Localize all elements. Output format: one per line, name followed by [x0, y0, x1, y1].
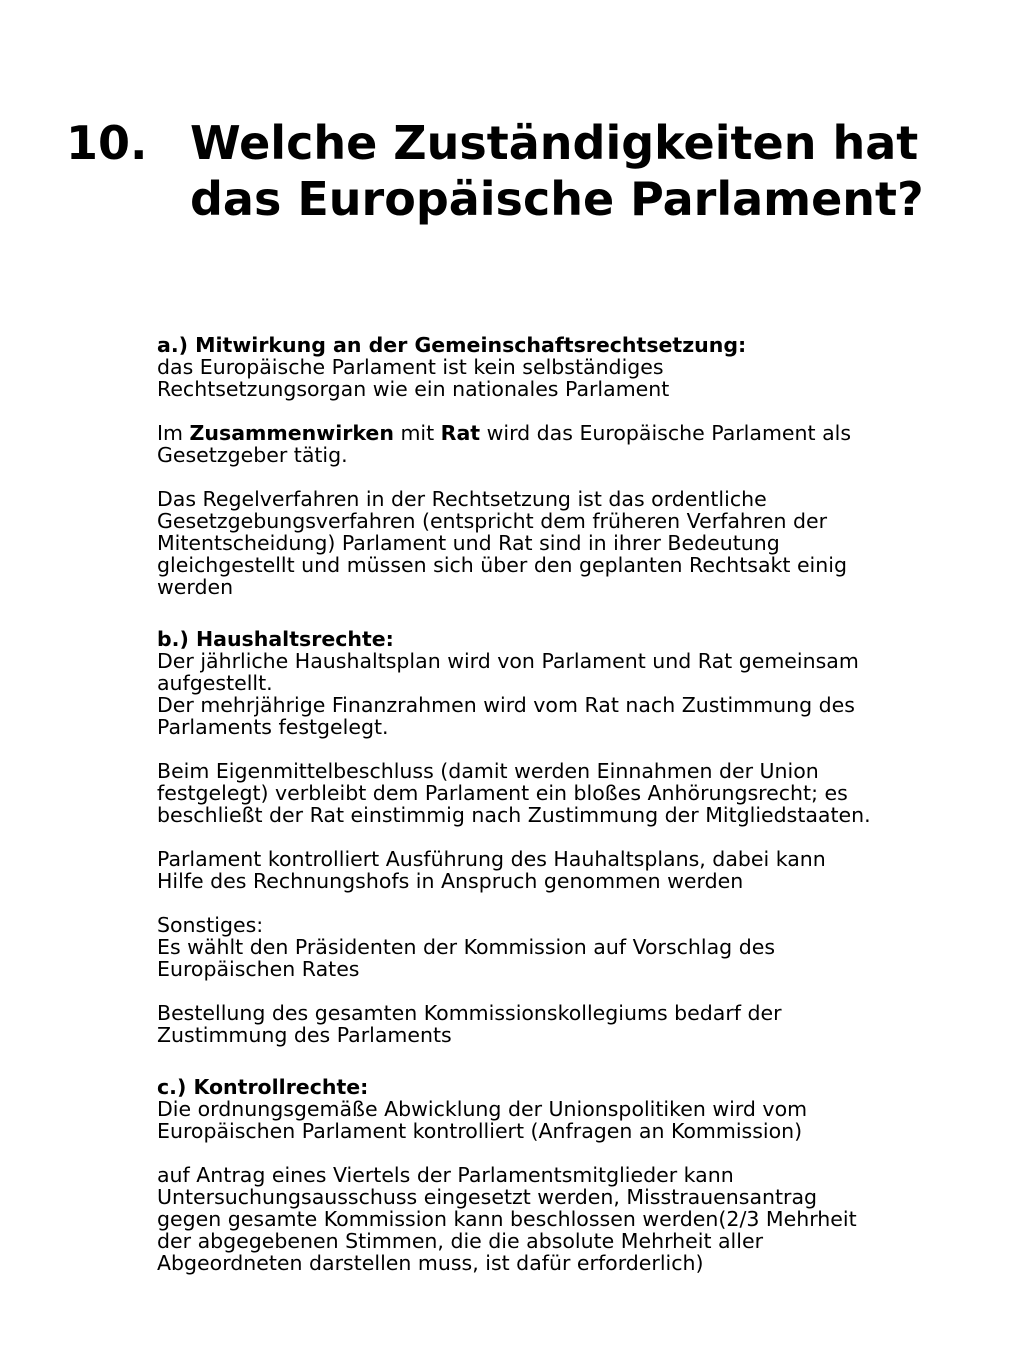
section-b-paragraph-5: Bestellung des gesamten Kommissionskollegiums bedarf der Zustimmung des Parlaments [157, 1001, 782, 1047]
section-c-paragraph-1: Die ordnungsgemäße Abwicklung der Unionspolitiken wird vom Europäischen Parlament kontrolliert (Anfragen an Kommission) [157, 1097, 808, 1143]
section-b-paragraph-4: Sonstiges: Es wählt den Präsidenten der Kommission auf Vorschlag des Europäischen Rates [157, 913, 776, 981]
section-b-paragraph-1: Der jährliche Haushaltsplan wird von Parlament und Rat gemeinsam aufgestellt. Der mehrjährige Finanzrahmen wird vom Rat nach Zustimmung des Parlaments festgelegt. [157, 649, 859, 739]
section-a-paragraph-3: Das Regelverfahren in der Rechtsetzung ist das ordentliche Gesetzgebungsverfahren (entspricht dem früheren Verfahren der Mitentscheidung) Parlament und Rat sind in ihrer Bedeutung gleichgestellt und müssen sich über den geplanten Rechtsakt einig werden [157, 487, 847, 599]
title-number: 10. [66, 116, 148, 170]
section-c-heading: c.) Kontrollrechte: [157, 1075, 369, 1099]
section-a-paragraph-2: Im Zusammenwirken mit Rat wird das Europäische Parlament als Gesetzgeber tätig. [157, 421, 852, 467]
section-b-paragraph-3: Parlament kontrolliert Ausführung des Hauhaltsplans, dabei kann Hilfe des Rechnungshofs in Anspruch genommen werden [157, 847, 826, 893]
title-line-1: Welche Zuständigkeiten hat [190, 116, 919, 170]
title-line-2: das Europäische Parlament? [190, 172, 924, 226]
section-a-heading: a.) Mitwirkung an der Gemeinschaftsrechtsetzung: [157, 333, 747, 357]
section-c-paragraph-2: auf Antrag eines Viertels der Parlamentsmitglieder kann Untersuchungsausschuss eingesetzt werden, Misstrauensantrag gegen gesamte Kommission kann beschlossen werden(2/3 Mehrheit der abgegebenen Stimmen, die die absolute Mehrheit aller Abgeordneten darstellen muss, ist dafür erforderlich) [157, 1163, 857, 1275]
section-a-paragraph-1: das Europäische Parlament ist kein selbständiges Rechtsetzungsorgan wie ein nationales Parlament [157, 355, 670, 401]
section-b-paragraph-2: Beim Eigenmittelbeschluss (damit werden Einnahmen der Union festgelegt) verbleibt dem Parlament ein bloßes Anhörungsrecht; es beschließt der Rat einstimmig nach Zustimmung der Mitgliedstaaten. [157, 759, 871, 827]
section-b-heading: b.) Haushaltsrechte: [157, 627, 394, 651]
page-title [66, 115, 996, 227]
document-body [157, 334, 987, 1274]
